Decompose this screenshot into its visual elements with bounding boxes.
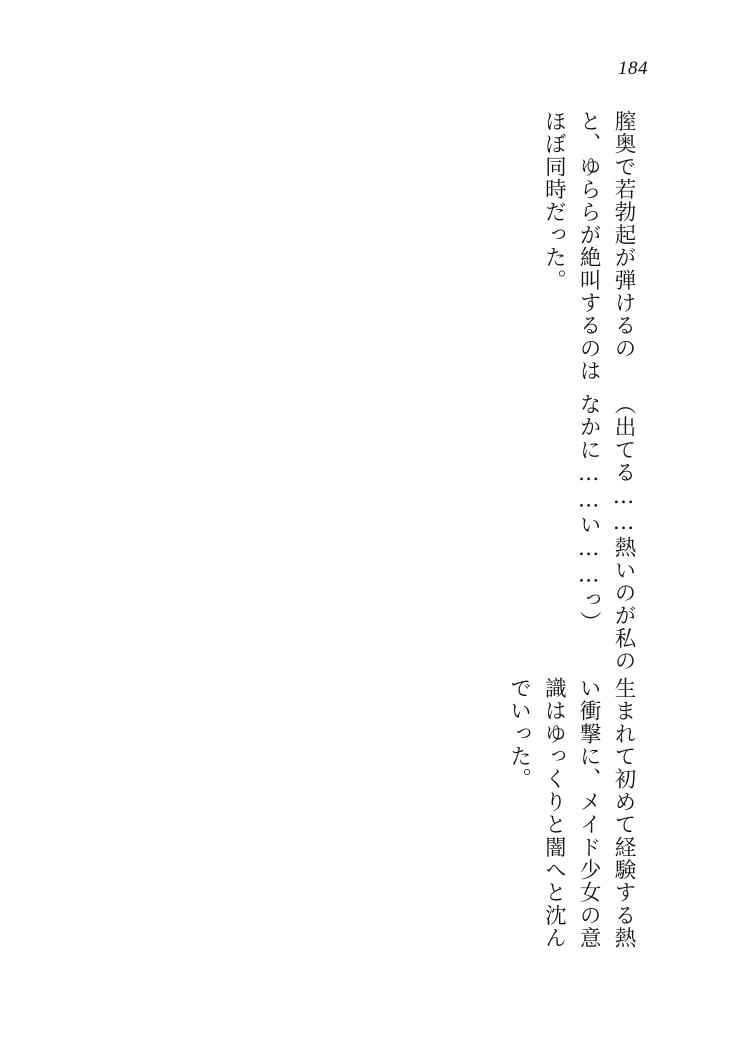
vertical-text-block [501,110,640,960]
paragraph-line-1: 膣奥で若勃起が弾けるのと、ゆららが絶叫するのはほぼ同時だった。 [541,110,636,383]
paragraph-line-2: （出てる……熱いのが私のなかに……い……っ） [576,393,636,673]
page-number: 184 [618,58,648,79]
paragraph-line-3: 生まれて初めて経験する熱い衝撃に、メイド少女の意識はゆっくりと闇へと沈んでいった。 [506,676,636,950]
